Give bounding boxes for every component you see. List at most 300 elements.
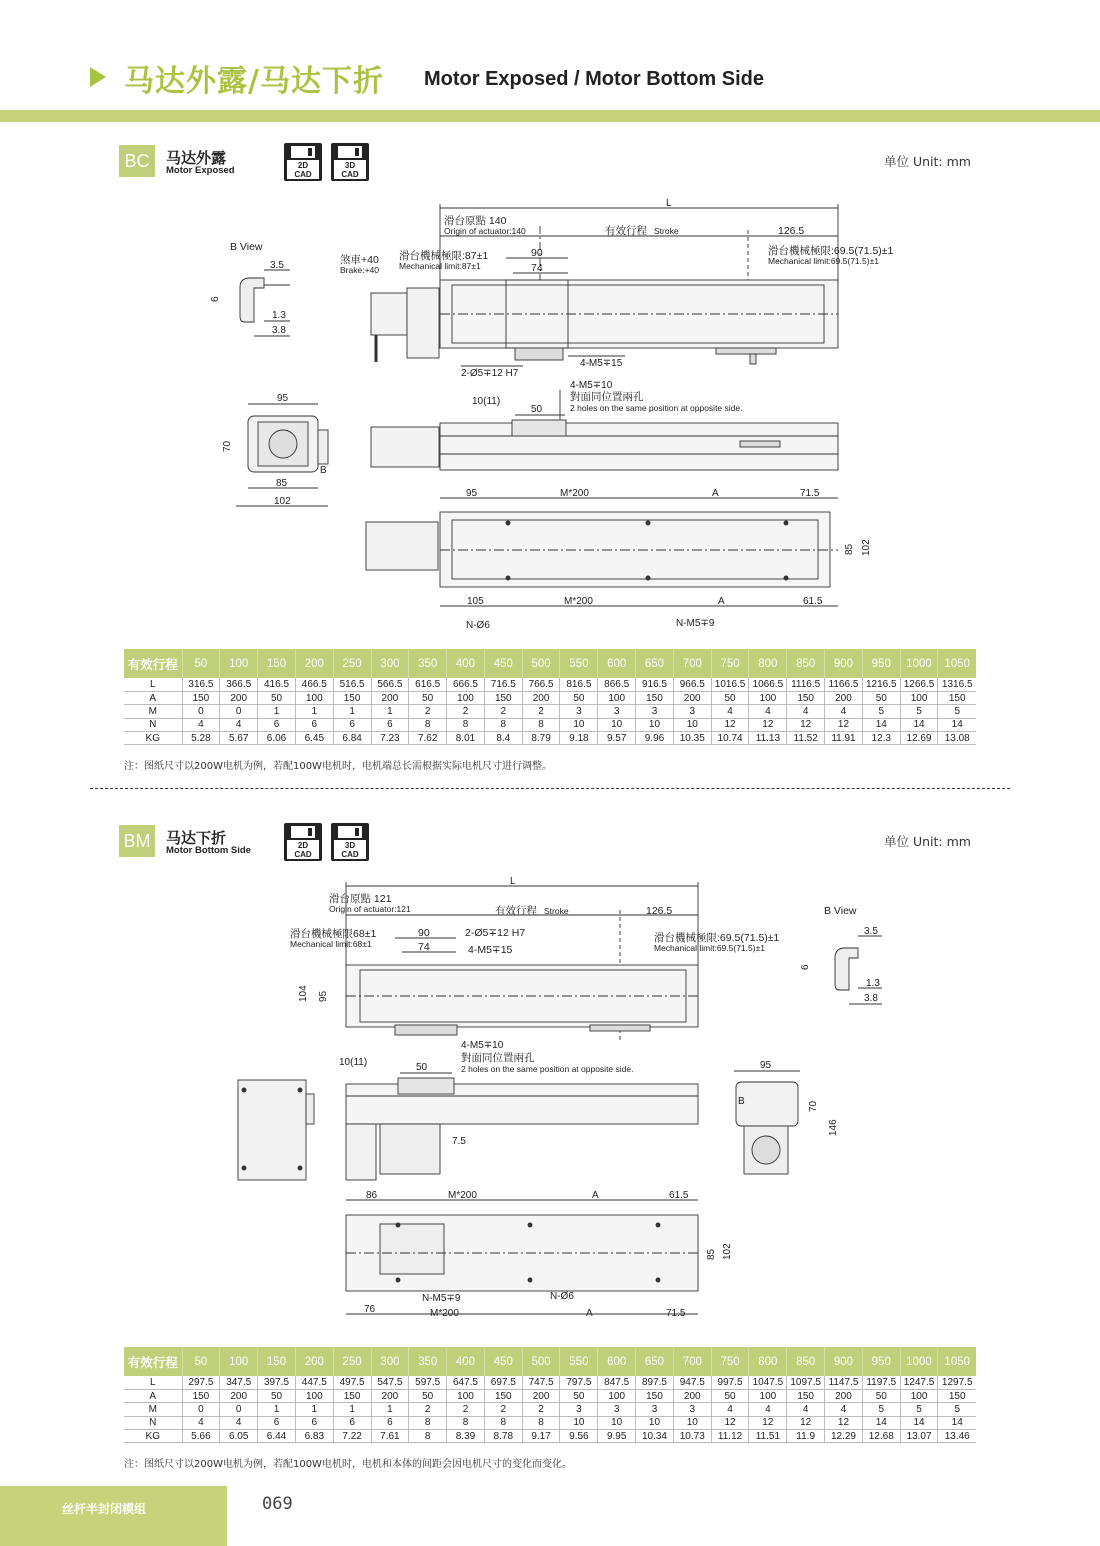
table-cell: 5 [862, 1403, 900, 1416]
table-cell: 8 [522, 1416, 560, 1429]
table-cell: 1 [295, 1403, 333, 1416]
mech-right-cn: 滑台機械極限:69.5(71.5)±1 [654, 932, 780, 944]
stroke-col-header: 250 [333, 649, 371, 678]
stroke-col-header: 350 [409, 1347, 447, 1376]
m5-15-label: 4-M5∓15 [580, 358, 623, 369]
table-cell: 0 [182, 1403, 220, 1416]
table-cell: 6 [258, 1416, 296, 1429]
section-divider [90, 788, 1010, 789]
dim-102: 102 [722, 1243, 733, 1260]
table-cell: 10.73 [673, 1430, 711, 1443]
table-cell: 7.61 [371, 1430, 409, 1443]
table-cell: 14 [938, 1416, 976, 1429]
table-cell: 0 [182, 705, 220, 718]
table-cell: 10 [598, 1416, 636, 1429]
dim-71-5: 71.5 [800, 488, 820, 499]
mech-left-en: Mechanical limit:87±1 [399, 261, 481, 271]
row-label: M [124, 1403, 182, 1416]
table-cell: 2 [447, 705, 485, 718]
table-cell: 9.17 [522, 1430, 560, 1443]
table-cell: 297.5 [182, 1376, 220, 1389]
dim-10-11: 10(11) [339, 1057, 368, 1068]
table-cell: 4 [711, 705, 749, 718]
table-cell: 1266.5 [900, 678, 938, 691]
stroke-col-header: 100 [220, 649, 258, 678]
table-cell: 150 [636, 691, 674, 704]
table-cell: 10 [673, 718, 711, 731]
table-cell: 100 [900, 1389, 938, 1402]
page-title-cn: 马达外露/马达下折 [124, 64, 384, 99]
table-cell: 50 [560, 691, 598, 704]
mech-right-cn: 滑台機械極限:69.5(71.5)±1 [768, 245, 894, 257]
table-cell: 12 [749, 1416, 787, 1429]
dim-95: 95 [277, 393, 289, 404]
pin-label: 2-Ø5∓12 H7 [465, 927, 526, 939]
table-cell: 12 [711, 718, 749, 731]
table-cell: 200 [220, 691, 258, 704]
table-cell: 8 [409, 1430, 447, 1443]
table-cell: 1 [333, 1403, 371, 1416]
stroke-col-header: 750 [711, 649, 749, 678]
table-cell: 5 [938, 1403, 976, 1416]
table-cell: 200 [825, 691, 863, 704]
mech-right-en: Mechanical limit:69.5(71.5)±1 [654, 943, 765, 953]
table-cell: 11.91 [825, 732, 863, 745]
stroke-en: Stroke [654, 226, 679, 236]
table-cell: 5.66 [182, 1430, 220, 1443]
dim-85: 85 [276, 478, 288, 489]
table-cell: 10 [560, 718, 598, 731]
table-cell: 1 [371, 1403, 409, 1416]
dim-7-5: 7.5 [452, 1136, 466, 1147]
table-cell: 10 [636, 718, 674, 731]
table-cell: 14 [900, 1416, 938, 1429]
dim-l: L [666, 198, 672, 209]
table-cell: 10.35 [673, 732, 711, 745]
table-cell: 100 [447, 1389, 485, 1402]
table-cell: 100 [749, 1389, 787, 1402]
table-cell: 8.01 [447, 732, 485, 745]
table-cell: 12 [825, 718, 863, 731]
stroke-col-header: 200 [295, 649, 333, 678]
table-cell: 0 [220, 1403, 258, 1416]
m200b-label: M*200 [430, 1308, 459, 1319]
row-label: L [124, 678, 182, 691]
table-cell: 150 [787, 691, 825, 704]
table-cell: 50 [560, 1389, 598, 1402]
dim-10-11: 10(11) [472, 396, 501, 407]
table-cell: 13.08 [938, 732, 976, 745]
table-cell: 316.5 [182, 678, 220, 691]
table-cell: 150 [333, 691, 371, 704]
table-row [124, 1376, 976, 1389]
dim-74: 74 [418, 941, 430, 953]
table-cell: 100 [295, 1389, 333, 1402]
stroke-col-header: 400 [447, 1347, 485, 1376]
stroke-col-header: 700 [673, 649, 711, 678]
dim-3-8: 3.8 [864, 993, 878, 1004]
table-cell: 4 [749, 705, 787, 718]
stroke-col-header: 750 [711, 1347, 749, 1376]
table-cell: 2 [409, 705, 447, 718]
table-cell: 647.5 [447, 1376, 485, 1389]
origin-cn: 滑台原點 140 [444, 215, 507, 227]
table-cell: 8.78 [484, 1430, 522, 1443]
bc-technical-drawing [0, 190, 1100, 640]
stroke-col-header: 150 [258, 649, 296, 678]
origin-en: Origin of actuator:140 [444, 226, 526, 236]
cad-2d-icon[interactable]: 2D CAD [284, 143, 322, 181]
dim-l: L [510, 876, 516, 887]
table-row [124, 678, 976, 691]
dim-6: 6 [210, 296, 221, 302]
table-cell: 766.5 [522, 678, 560, 691]
table-cell: 6 [333, 718, 371, 731]
row-label: L [124, 1376, 182, 1389]
table-cell: 9.95 [598, 1430, 636, 1443]
opposite-cn: 對面同位置兩孔 [461, 1052, 535, 1064]
dim-3-5: 3.5 [864, 926, 878, 937]
table-cell: 200 [371, 1389, 409, 1402]
dim-85: 85 [706, 1248, 717, 1260]
stroke-col-header: 500 [522, 649, 560, 678]
table-cell: 150 [182, 1389, 220, 1402]
stroke-col-header: 950 [862, 649, 900, 678]
footer-series: 丝杆半封闭模组 [62, 1502, 147, 1516]
cad-2d-icon[interactable]: 2D CAD [284, 823, 322, 861]
table-cell: 866.5 [598, 678, 636, 691]
unit-label: 单位 Unit: mm [884, 154, 971, 169]
dim-126-5: 126.5 [646, 905, 673, 917]
table-cell: 11.13 [749, 732, 787, 745]
table-cell: 5.28 [182, 732, 220, 745]
table-cell: 2 [522, 705, 560, 718]
page-number: 069 [262, 1494, 293, 1514]
cad-3d-icon[interactable]: 3D CAD [331, 823, 369, 861]
table-cell: 150 [484, 1389, 522, 1402]
table-cell: 447.5 [295, 1376, 333, 1389]
n-m5-label: N-M5∓9 [422, 1293, 461, 1304]
row-label: A [124, 1389, 182, 1402]
dim-76: 76 [364, 1304, 376, 1315]
table-cell: 150 [787, 1389, 825, 1402]
table-cell: 11.12 [711, 1430, 749, 1443]
stroke-col-header: 50 [182, 1347, 220, 1376]
dim-50: 50 [531, 404, 543, 415]
row-label: M [124, 705, 182, 718]
stroke-cn: 有效行程 [495, 905, 537, 917]
table-cell: 100 [598, 1389, 636, 1402]
table-cell: 100 [900, 691, 938, 704]
table-row [124, 1403, 976, 1416]
mech-left-cn: 滑台機械極限:87±1 [399, 250, 489, 262]
table-cell: 9.96 [636, 732, 674, 745]
table-cell: 150 [938, 1389, 976, 1402]
table-cell: 1 [295, 705, 333, 718]
stroke-col-header: 50 [182, 649, 220, 678]
table-cell: 200 [522, 1389, 560, 1402]
table-cell: 12.69 [900, 732, 938, 745]
table-row [124, 718, 976, 731]
table-cell: 466.5 [295, 678, 333, 691]
row-label: N [124, 718, 182, 731]
table-cell: 7.22 [333, 1430, 371, 1443]
table-cell: 597.5 [409, 1376, 447, 1389]
table-cell: 150 [484, 691, 522, 704]
row-label: KG [124, 1430, 182, 1443]
table-cell: 12 [787, 1416, 825, 1429]
table-cell: 6.44 [258, 1430, 296, 1443]
origin-cn: 滑台原點 121 [329, 893, 392, 905]
pin-label: 2-Ø5∓12 H7 [461, 368, 519, 379]
table-cell: 2 [484, 1403, 522, 1416]
stroke-col-header: 700 [673, 1347, 711, 1376]
table-cell: 50 [862, 1389, 900, 1402]
dim-61-5: 61.5 [803, 596, 823, 607]
stroke-col-header: 850 [787, 649, 825, 678]
dim-74: 74 [531, 262, 543, 274]
table-cell: 4 [825, 1403, 863, 1416]
stroke-col-header: 800 [749, 1347, 787, 1376]
table-cell: 14 [900, 718, 938, 731]
stroke-col-header: 250 [333, 1347, 371, 1376]
bc-spec-table [124, 649, 976, 745]
table-cell: 50 [711, 691, 749, 704]
brake-cn: 煞車+40 [340, 254, 379, 266]
table-cell: 200 [825, 1389, 863, 1402]
table-cell: 8 [409, 718, 447, 731]
table-cell: 6.83 [295, 1430, 333, 1443]
m200-label: M*200 [448, 1190, 477, 1201]
table-cell: 100 [749, 691, 787, 704]
stroke-col-header: 900 [825, 649, 863, 678]
dim-71-5: 71.5 [666, 1308, 686, 1319]
table-cell: 150 [636, 1389, 674, 1402]
table-cell: 10.34 [636, 1430, 674, 1443]
table-cell: 897.5 [636, 1376, 674, 1389]
dim-6: 6 [800, 964, 811, 970]
n-m5-label: N-M5∓9 [676, 618, 715, 629]
table-cell: 666.5 [447, 678, 485, 691]
table-cell: 1247.5 [900, 1376, 938, 1389]
dim-3-8: 3.8 [272, 325, 286, 336]
a-label: A [712, 488, 719, 499]
dim-146: 146 [828, 1119, 839, 1136]
table-cell: 4 [749, 1403, 787, 1416]
stroke-col-header: 1050 [938, 1347, 976, 1376]
stroke-col-header: 150 [258, 1347, 296, 1376]
table-cell: 4 [787, 705, 825, 718]
section-title-en: Motor Exposed [166, 165, 235, 176]
table-cell: 1197.5 [862, 1376, 900, 1389]
table-cell: 12 [711, 1416, 749, 1429]
section-badge-bm: BM [119, 825, 155, 857]
page-title-en: Motor Exposed / Motor Bottom Side [424, 68, 764, 90]
table-cell: 566.5 [371, 678, 409, 691]
table-cell: 8 [447, 718, 485, 731]
table-cell: 6.05 [220, 1430, 258, 1443]
dim-104: 104 [298, 985, 309, 1002]
table-cell: 6 [371, 718, 409, 731]
table-cell: 1216.5 [862, 678, 900, 691]
table-cell: 616.5 [409, 678, 447, 691]
m5-10-label: 4-M5∓10 [461, 1040, 504, 1051]
table-cell: 50 [409, 691, 447, 704]
table-cell: 9.57 [598, 732, 636, 745]
dim-70: 70 [808, 1100, 819, 1112]
bm-spec-table [124, 1347, 976, 1443]
dim-126-5: 126.5 [778, 225, 805, 237]
table-cell: 11.51 [749, 1430, 787, 1443]
dim-3-5: 3.5 [270, 260, 284, 271]
table-cell: 797.5 [560, 1376, 598, 1389]
table-cell: 10 [636, 1416, 674, 1429]
table-row [124, 732, 976, 745]
table-cell: 150 [182, 691, 220, 704]
table-row [124, 1416, 976, 1429]
table-cell: 200 [673, 691, 711, 704]
table-cell: 1047.5 [749, 1376, 787, 1389]
table-cell: 14 [862, 718, 900, 731]
table-cell: 2 [484, 705, 522, 718]
stroke-col-header: 600 [598, 649, 636, 678]
table-cell: 6.45 [295, 732, 333, 745]
table-cell: 1016.5 [711, 678, 749, 691]
table-cell: 1297.5 [938, 1376, 976, 1389]
table-cell: 2 [409, 1403, 447, 1416]
table-cell: 5 [900, 705, 938, 718]
opposite-cn: 對面同位置兩孔 [570, 391, 644, 403]
table-cell: 6 [371, 1416, 409, 1429]
table-cell: 1 [258, 1403, 296, 1416]
table-cell: 4 [182, 718, 220, 731]
stroke-col-header: 600 [598, 1347, 636, 1376]
stroke-col-header: 200 [295, 1347, 333, 1376]
table-cell: 1316.5 [938, 678, 976, 691]
dim-105: 105 [467, 596, 484, 607]
table-cell: 5 [862, 705, 900, 718]
table-cell: 200 [371, 691, 409, 704]
table-cell: 366.5 [220, 678, 258, 691]
table-cell: 347.5 [220, 1376, 258, 1389]
row-label: KG [124, 732, 182, 745]
stroke-col-header: 850 [787, 1347, 825, 1376]
table-cell: 916.5 [636, 678, 674, 691]
opposite-en: 2 holes on the same position at opposite side. [570, 403, 743, 413]
section-title-en: Motor Bottom Side [166, 845, 251, 856]
stroke-col-header: 550 [560, 649, 598, 678]
m5-10-label: 4-M5∓10 [570, 380, 613, 391]
table-cell: 1166.5 [825, 678, 863, 691]
table-cell: 4 [825, 705, 863, 718]
stroke-col-header: 500 [522, 1347, 560, 1376]
m200-label: M*200 [560, 488, 589, 499]
table-cell: 716.5 [484, 678, 522, 691]
table-cell: 8 [409, 1416, 447, 1429]
table-cell: 12 [749, 718, 787, 731]
table-cell: 7.23 [371, 732, 409, 745]
table-cell: 12 [825, 1416, 863, 1429]
table-cell: 697.5 [484, 1376, 522, 1389]
mech-right-en: Mechanical limit:69.5(71.5)±1 [768, 256, 879, 266]
cad-3d-icon[interactable]: 3D CAD [331, 143, 369, 181]
table-cell: 3 [673, 705, 711, 718]
table-row [124, 1430, 976, 1443]
table-cell: 3 [560, 705, 598, 718]
dim-70: 70 [222, 440, 233, 452]
table-cell: 1 [333, 705, 371, 718]
stroke-col-header: 800 [749, 649, 787, 678]
table-cell: 6 [333, 1416, 371, 1429]
stroke-col-header: 100 [220, 1347, 258, 1376]
table-cell: 14 [938, 718, 976, 731]
bm-technical-drawing [0, 870, 1100, 1330]
section-badge-bc: BC [119, 145, 155, 177]
table-cell: 50 [258, 1389, 296, 1402]
table-cell: 8.39 [447, 1430, 485, 1443]
stroke-cn: 有效行程 [605, 225, 647, 237]
dim-61-5: 61.5 [669, 1190, 689, 1201]
stroke-col-header: 1000 [900, 649, 938, 678]
table-row [124, 1389, 976, 1402]
table-cell: 13.46 [938, 1430, 976, 1443]
table-cell: 150 [333, 1389, 371, 1402]
stroke-col-header: 450 [484, 1347, 522, 1376]
row-label: A [124, 691, 182, 704]
table-cell: 8.79 [522, 732, 560, 745]
dim-95: 95 [318, 990, 329, 1002]
stroke-col-header: 950 [862, 1347, 900, 1376]
dim-102b: 102 [861, 539, 872, 556]
table-cell: 12.29 [825, 1430, 863, 1443]
table-row [124, 705, 976, 718]
table-cell: 11.52 [787, 732, 825, 745]
table-cell: 9.18 [560, 732, 598, 745]
table-cell: 11.9 [787, 1430, 825, 1443]
table-cell: 947.5 [673, 1376, 711, 1389]
dim-90: 90 [418, 927, 430, 939]
table-cell: 416.5 [258, 678, 296, 691]
table-cell: 14 [862, 1416, 900, 1429]
table-cell: 2 [447, 1403, 485, 1416]
dim-1-3: 1.3 [866, 978, 880, 989]
table-cell: 3 [673, 1403, 711, 1416]
table-cell: 10 [673, 1416, 711, 1429]
table-cell: 5 [900, 1403, 938, 1416]
bm-note: 注：图纸尺寸以200W电机为例，若配100W电机时，电机和本体的间距会因电机尺寸的变化而变化。 [124, 1459, 572, 1470]
stroke-header: 有效行程 [124, 1347, 182, 1376]
stroke-col-header: 550 [560, 1347, 598, 1376]
row-label: N [124, 1416, 182, 1429]
table-cell: 747.5 [522, 1376, 560, 1389]
table-cell: 10 [560, 1416, 598, 1429]
stroke-col-header: 300 [371, 649, 409, 678]
table-cell: 6 [295, 1416, 333, 1429]
dim-90: 90 [531, 247, 543, 259]
table-cell: 997.5 [711, 1376, 749, 1389]
table-cell: 8 [522, 718, 560, 731]
stroke-col-header: 1050 [938, 649, 976, 678]
dim-1-3: 1.3 [272, 310, 286, 321]
table-cell: 50 [862, 691, 900, 704]
b-view-label: B View [230, 241, 263, 253]
table-cell: 13.07 [900, 1430, 938, 1443]
stroke-header: 有效行程 [124, 649, 182, 678]
table-cell: 6 [258, 718, 296, 731]
stroke-col-header: 900 [825, 1347, 863, 1376]
table-cell: 1116.5 [787, 678, 825, 691]
table-cell: 7.62 [409, 732, 447, 745]
